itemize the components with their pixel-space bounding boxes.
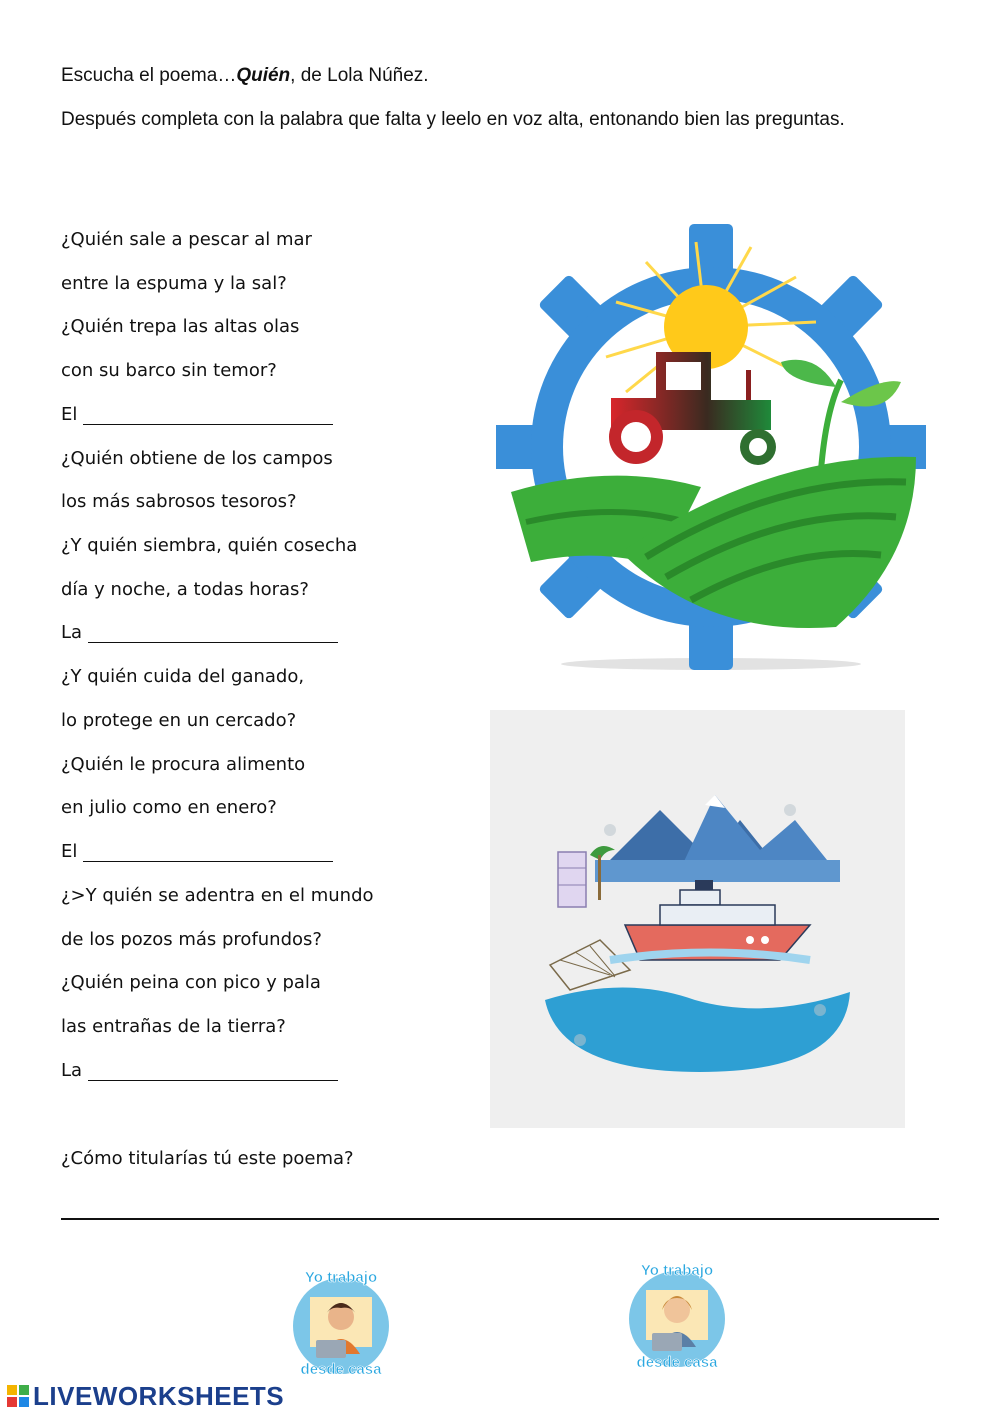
poem-line: con su barco sin temor?	[61, 360, 277, 381]
answer-article: El	[61, 404, 78, 425]
poem-line: ¿Quién peina con pico y pala	[61, 972, 321, 993]
instruction-line-1	[61, 60, 861, 92]
fishing-boat-illustration	[490, 710, 905, 1128]
poem-line: ¿Y quién siembra, quién cosecha	[61, 535, 358, 556]
poem-line: en julio como en enero?	[61, 797, 277, 818]
title-question: ¿Cómo titularías tú este poema?	[61, 1148, 354, 1169]
poem-line: de los pozos más profundos?	[61, 929, 322, 950]
badge-2-line2: desde casa	[636, 1354, 718, 1371]
answer-article: La	[61, 622, 83, 643]
answer-article: La	[61, 1060, 83, 1081]
poem-line: ¿Quién le procura alimento	[61, 754, 306, 775]
poem-line: ¿Y quién cuida del ganado,	[61, 666, 305, 687]
liveworksheets-logo-icon	[6, 1384, 30, 1408]
answer-input-1[interactable]	[83, 406, 333, 425]
answer-row-2	[61, 621, 338, 645]
poem-line: día y noche, a todas horas?	[61, 579, 309, 600]
poem-line: ¿Quién sale a pescar al mar	[61, 229, 312, 250]
instruction-prefix: Escucha el poema…	[61, 65, 237, 86]
brand-name: LIVEWORKSHEETS	[33, 1380, 285, 1411]
poem-line: las entrañas de la tierra?	[61, 1016, 286, 1037]
answer-input-4[interactable]	[88, 1062, 338, 1081]
poem-line: ¿Quién trepa las altas olas	[61, 316, 300, 337]
poem-line: los más sabrosos tesoros?	[61, 491, 297, 512]
agriculture-gear-illustration	[496, 222, 926, 677]
answer-row-4	[61, 1059, 338, 1083]
badge-2-line1: Yo trabajo	[640, 1262, 714, 1279]
answer-article: El	[61, 841, 78, 862]
poem-line: ¿>Y quién se adentra en el mundo	[61, 885, 374, 906]
poem-line: ¿Quién obtiene de los campos	[61, 448, 333, 469]
badge-1-line1: Yo trabajo	[304, 1269, 378, 1286]
answer-row-1	[61, 403, 333, 427]
poem-title: Quién	[236, 65, 291, 86]
answer-row-3	[61, 840, 333, 864]
badge-1-line2: desde casa	[300, 1361, 382, 1378]
title-answer-input[interactable]	[61, 1202, 939, 1220]
yo-trabajo-badge-1	[280, 1262, 402, 1382]
answer-input-2[interactable]	[88, 624, 338, 643]
instruction-line-2: Después completa con la palabra que falta y leelo en voz alta, entonando bien las preguntas.	[61, 109, 845, 130]
poem-author: , de Lola Núñez.	[290, 65, 429, 86]
poem-line: entre la espuma y la sal?	[61, 273, 287, 294]
yo-trabajo-badge-2	[616, 1255, 738, 1375]
poem-line: lo protege en un cercado?	[61, 710, 297, 731]
liveworksheets-brand[interactable]	[6, 1381, 284, 1411]
answer-input-3[interactable]	[83, 843, 333, 862]
